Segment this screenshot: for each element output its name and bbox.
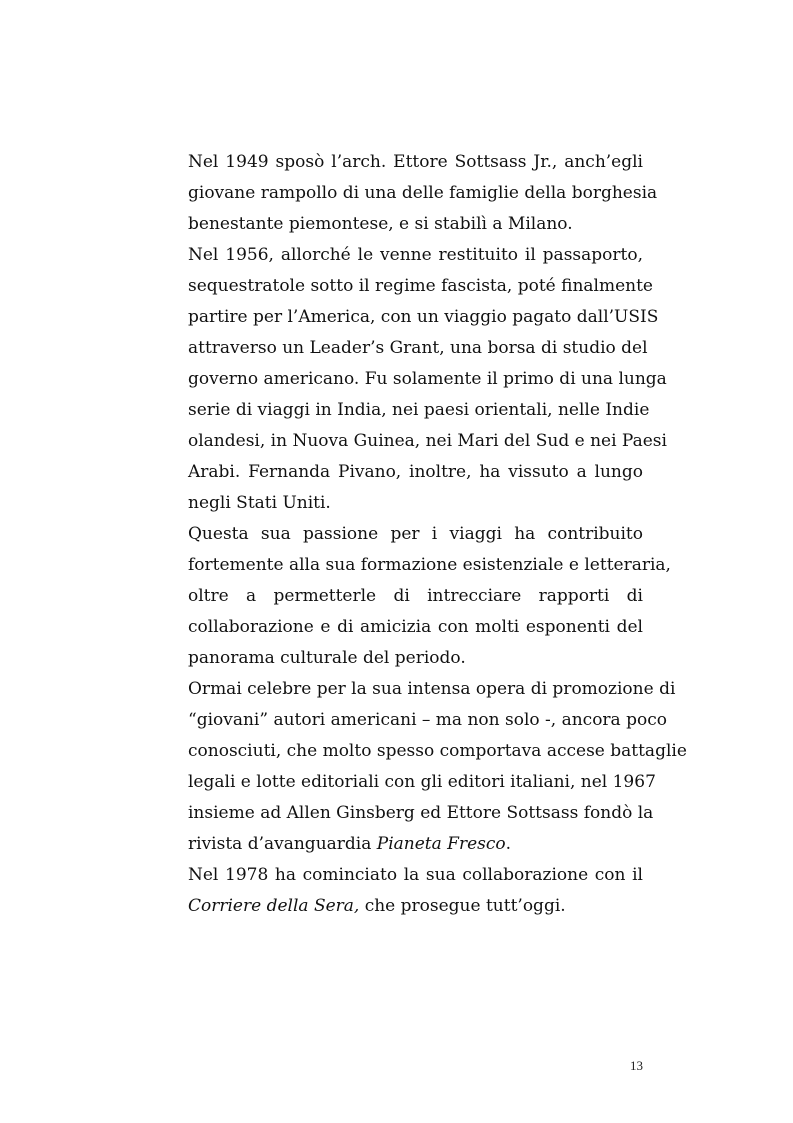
paragraph-4-line-4: legali e lotte editoriali con gli editori italiani, nel 1967 [188,772,656,792]
paragraph-1-line-1: Nel 1949 sposò l’arch. Ettore Sottsass Jr., anch’egli [188,152,643,172]
paragraph-4-line-6-prefix: rivista d’avanguardia [188,834,377,854]
paragraph-2-line-4: attraverso un Leader’s Grant, una borsa di studio del [188,338,648,358]
paragraph-4-line-6-suffix: . [505,834,512,854]
paragraph-4-line-2: “giovani” autori americani – ma non solo -, ancora poco [188,710,667,730]
journal-title-pianeta-fresco: Pianeta Fresco [376,834,506,854]
paragraph-2-line-2: sequestratole sotto il regime fascista, poté finalmente [188,276,653,296]
paragraph-3-line-3: oltre a permetterle di intrecciare rapporti di [188,586,643,606]
paragraph-3-line-1: Questa sua passione per i viaggi ha contribuito [188,524,643,544]
paragraph-1-line-2: giovane rampollo di una delle famiglie della borghesia [188,183,658,203]
newspaper-title-corriere-della-sera: Corriere della Sera, [188,896,360,916]
paragraph-2-line-8: Arabi. Fernanda Pivano, inoltre, ha vissuto a lungo [188,462,643,482]
paragraph-3-line-4: collaborazione e di amicizia con molti esponenti del [188,617,643,637]
paragraph-2-line-3: partire per l’America, con un viaggio pagato dall’USIS [188,307,659,327]
paragraph-4-line-6 [188,829,643,860]
paragraph-2-line-6: serie di viaggi in India, nei paesi orientali, nelle Indie [188,400,650,420]
paragraph-2-line-1: Nel 1956, allorché le venne restituito il passaporto, [188,245,643,265]
paragraph-1-line-3: benestante piemontese, e si stabilì a Milano. [188,214,573,234]
paragraph-5-line-2 [188,891,643,922]
paragraph-3-line-5: panorama culturale del periodo. [188,648,466,668]
page-number: 13 [630,1058,643,1073]
paragraph-4-line-3: conosciuti, che molto spesso comportava accese battaglie [188,741,687,761]
paragraph-5-line-2-suffix: che prosegue tutt’oggi. [359,896,566,916]
paragraph-4-line-5: insieme ad Allen Ginsberg ed Ettore Sottsass fondò la [188,803,654,823]
paragraph-4-line-1: Ormai celebre per la sua intensa opera di promozione di [188,679,676,699]
paragraph-2-line-7: olandesi, in Nuova Guinea, nei Mari del Sud e nei Paesi [188,431,667,451]
paragraph-2-line-5: governo americano. Fu solamente il primo di una lunga [188,369,667,389]
paragraph-5-line-1: Nel 1978 ha cominciato la sua collaborazione con il [188,865,643,885]
paragraph-3-line-2: fortemente alla sua formazione esistenziale e letteraria, [188,555,671,575]
body-text [188,147,687,922]
paragraph-2-line-9: negli Stati Uniti. [188,493,331,513]
